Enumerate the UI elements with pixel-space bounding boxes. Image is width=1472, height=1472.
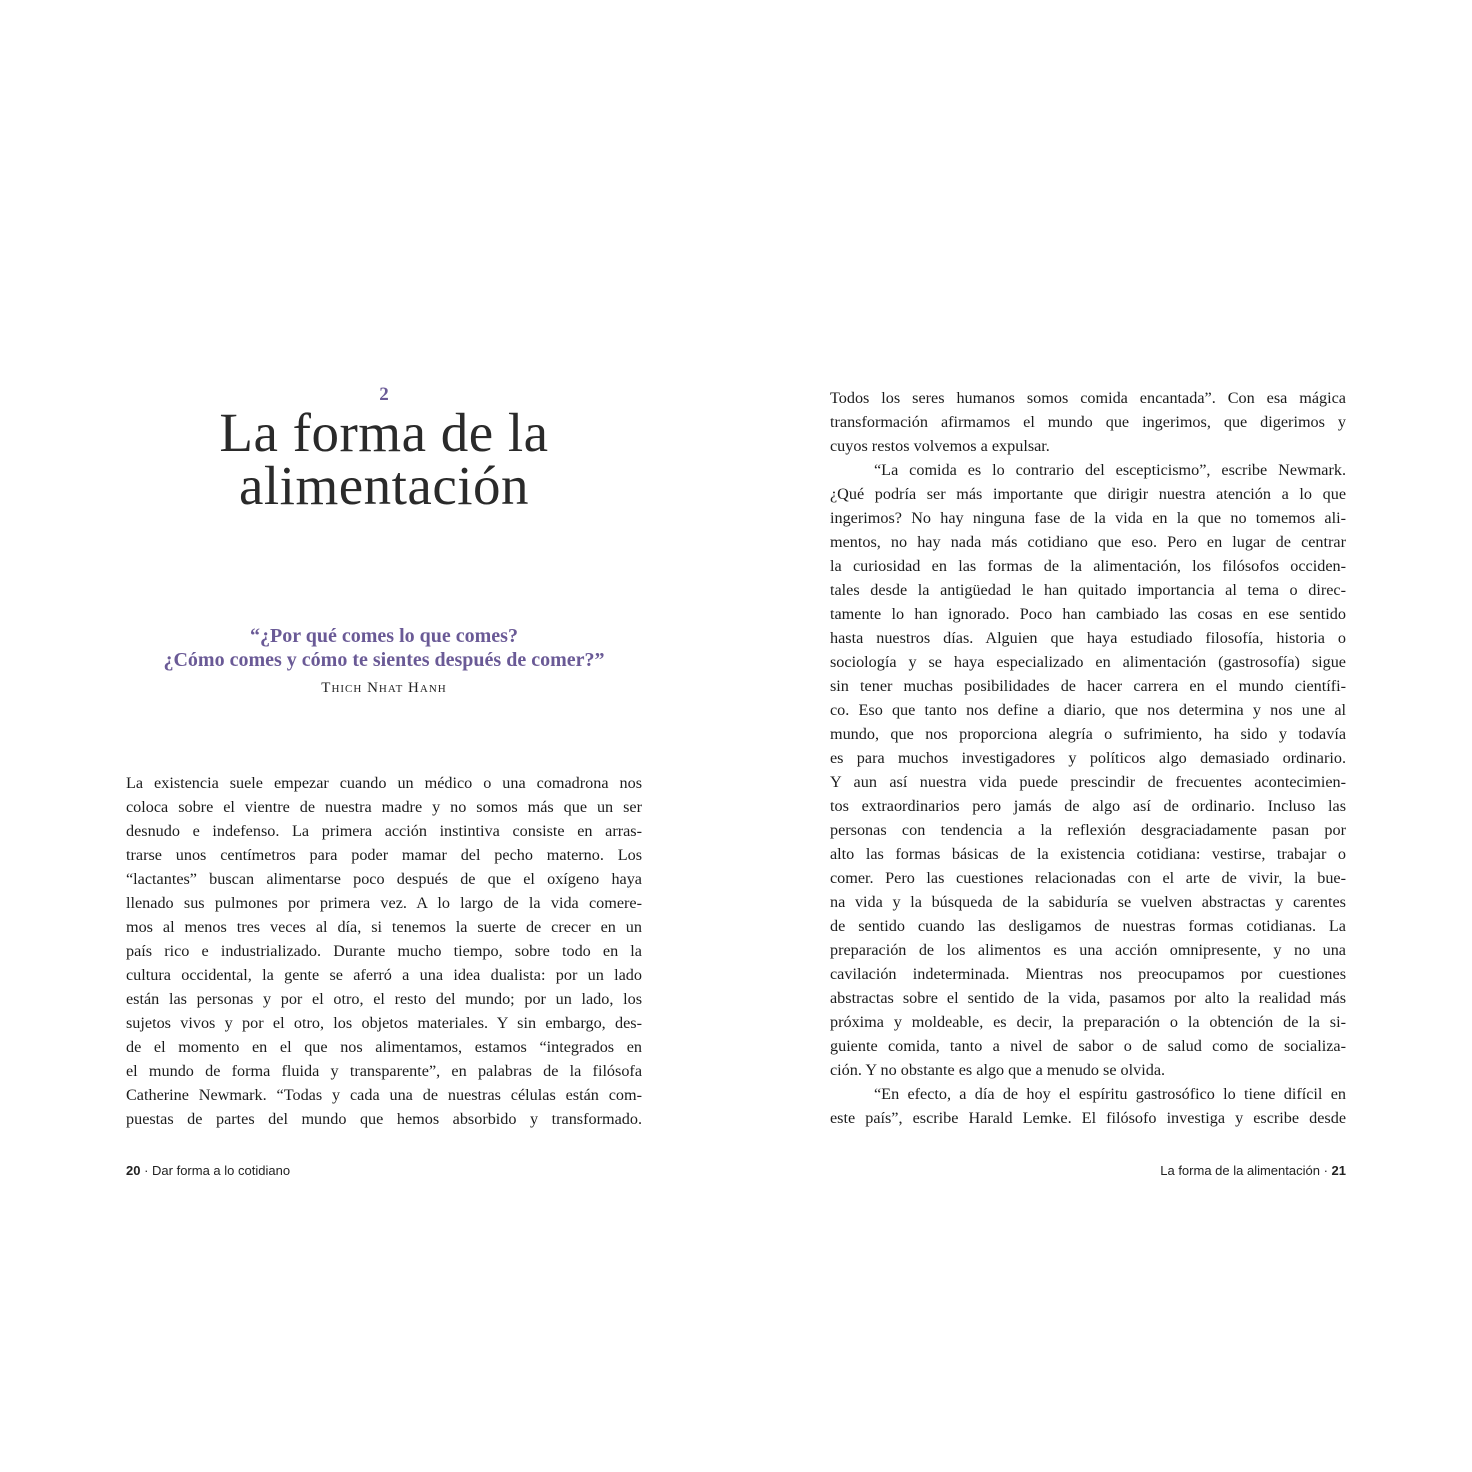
epigraph-line: ¿Cómo comes y cómo te sientes después de comer?” [163,649,605,671]
text-line: sociología y se haya especializado en alimentación (gastrosofía) sigue [830,653,1346,671]
page-number: 20 [126,1163,141,1178]
left-body-text [126,771,642,1131]
text-line: tos extraordinarios pero jamás de algo así de ordinario. Incluso las [830,797,1346,815]
text-line: La existencia suele empezar cuando un médico o una comadrona nos [126,774,642,792]
text-line: mundo, que nos proporciona alegría o sufrimiento, ha sido y todavía [830,725,1346,743]
text-line: es para muchos investigadores y políticos algo demasiado ordinario. [830,749,1346,767]
text-line: Y aun así nuestra vida puede prescindir de frecuentes acontecimien- [830,773,1346,791]
text-line: llenado sus pulmones por primera vez. A lo largo de la vida comere- [126,894,642,912]
text-line: país rico e industrializado. Durante mucho tiempo, sobre todo en la [126,942,642,960]
text-line: de el momento en el que nos alimentamos, estamos “integrados en [126,1038,642,1056]
text-line: próxima y moldeable, es decir, la preparación o la obtención de la si- [830,1013,1346,1031]
text-line: “En efecto, a día de hoy el espíritu gastrosófico lo tiene difícil en [874,1085,1346,1103]
epigraph-quote [126,624,642,672]
epigraph-author: Thich Nhat Hanh [321,680,447,696]
text-line: trarse unos centímetros para poder mamar del pecho materno. Los [126,846,642,864]
text-line: de sentido cuando las desligamos de nuestras formas cotidianas. La [830,917,1346,935]
left-footer [126,1163,290,1178]
text-line: tamente lo han ignorado. Poco han cambiado las cosas en ese sentido [830,605,1346,623]
running-header: La forma de la alimentación · [1160,1163,1328,1178]
right-body-text [830,386,1346,1130]
text-line: mos al menos tres veces al día, si tenemos la suerte de crecer en un [126,918,642,936]
text-line: el mundo de forma fluida y transparente”, en palabras de la filósofa [126,1062,642,1080]
text-line: Todos los seres humanos somos comida encantada”. Con esa mágica [830,389,1346,407]
running-header: · Dar forma a lo cotidiano [144,1163,291,1178]
text-line: ingerimos? No hay ninguna fase de la vida en la que no tomemos ali- [830,509,1346,527]
text-line: puestas de partes del mundo que hemos absorbido y transformado. [126,1110,642,1128]
text-line: coloca sobre el vientre de nuestra madre y no somos más que un ser [126,798,642,816]
text-line: abstractas sobre el sentido de la vida, pasamos por alto la realidad más [830,989,1346,1007]
text-line: “La comida es lo contrario del escepticismo”, escribe Newmark. [874,461,1346,479]
text-line: desnudo e indefenso. La primera acción instintiva consiste en arras- [126,822,642,840]
text-line: alto las formas básicas de la existencia cotidiana: vestirse, trabajar o [830,845,1346,863]
text-line: cavilación indeterminada. Mientras nos preocupamos por cuestiones [830,965,1346,983]
chapter-number: 2 [379,384,389,405]
text-line: ción. Y no obstante es algo que a menudo se olvida. [830,1061,1166,1079]
epigraph-line: “¿Por qué comes lo que comes? [250,625,518,647]
text-line: transformación afirmamos el mundo que ingerimos, que digerimos y [830,413,1346,431]
text-line: comer. Pero las cuestiones relacionadas con el arte de vivir, la bue- [830,869,1346,887]
text-line: cuyos restos volvemos a expulsar. [830,437,1050,455]
text-line: cultura occidental, la gente se aferró a una idea dualista: por un lado [126,966,642,984]
text-line: guiente comida, tanto a nivel de sabor o de salud como de socializa- [830,1037,1346,1055]
text-line: sujetos vivos y por el otro, los objetos materiales. Y sin embargo, des- [126,1014,642,1032]
text-line: preparación de los alimentos es una acción omnipresente, y no una [830,941,1346,959]
chapter-title [126,402,642,516]
page-number: 21 [1331,1163,1346,1178]
chapter-title-line: alimentación [238,455,530,516]
chapter-title-line: La forma de la [219,402,549,463]
text-line: están las personas y por el otro, el resto del mundo; por un lado, los [126,990,642,1008]
text-line: hasta nuestros días. Alguien que haya estudiado filosofía, historia o [830,629,1346,647]
text-line: este país”, escribe Harald Lemke. El filósofo investiga y escribe desde [830,1109,1346,1127]
text-line: tales desde la antigüedad le han quitado importancia al tema o direc- [830,581,1346,599]
text-line: sin tener muchas posibilidades de hacer carrera en el mundo científi- [830,677,1346,695]
text-line: mentos, no hay nada más cotidiano que eso. Pero en lugar de centrar [830,533,1346,551]
text-line: na vida y la búsqueda de la sabiduría se vuelven abstractas y carentes [830,893,1346,911]
text-line: Catherine Newmark. “Todas y cada una de nuestras células están com- [126,1086,642,1104]
text-line: “lactantes” buscan alimentarse poco después de que el oxígeno haya [126,870,642,888]
text-line: personas con tendencia a la reflexión desgraciadamente pasan por [830,821,1346,839]
text-line: la curiosidad en las formas de la alimentación, los filósofos occiden- [830,557,1346,575]
text-line: ¿Qué podría ser más importante que dirigir nuestra atención a lo que [830,485,1346,503]
right-footer [1160,1163,1346,1178]
text-line: co. Eso que tanto nos define a diario, que nos determina y nos une al [830,701,1346,719]
